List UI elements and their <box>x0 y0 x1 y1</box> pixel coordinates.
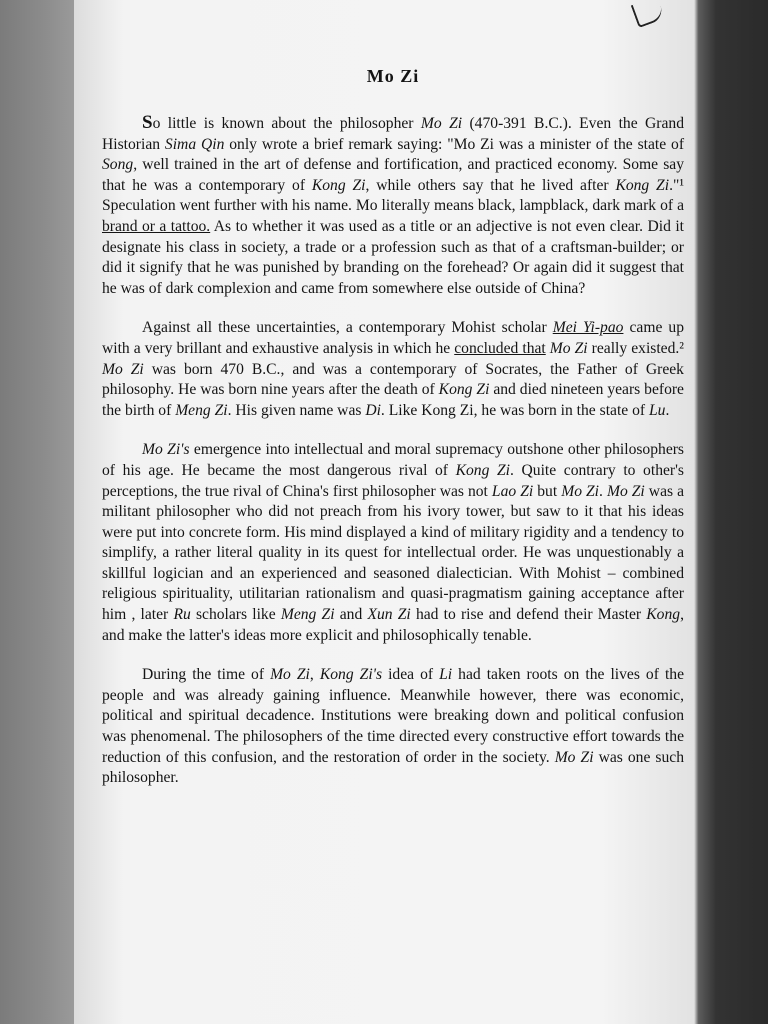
italic-term: Kong Zi <box>455 461 511 479</box>
italic-term: Xun Zi <box>367 606 411 624</box>
italic-term: Lao Zi <box>491 482 534 500</box>
italic-term: Di <box>365 401 381 419</box>
italic-term: Kong <box>646 606 681 624</box>
italic-term: Mo Zi <box>561 482 600 500</box>
book-left-margin <box>0 0 74 1024</box>
italic-term: Kong Zi <box>311 176 366 194</box>
italic-term: Kong Zi <box>615 176 670 194</box>
italic-term: Ru <box>173 606 191 624</box>
italic-term: Sima Qin <box>164 135 225 153</box>
italic-term: Lu <box>649 401 666 419</box>
paragraph-3: Mo Zi's emergence into intellectual and moral supremacy outshone other philosophers of his age. He became the most dangerous rival of Kong Zi. Quite contrary to other's perceptions, the true rival of China's first philosopher was not Lao Zi but Mo Zi. Mo Zi was a militant philosopher who did not preach from his ivory tower, but saw to it that his ideas were put into concrete form. His mind displayed a kind of military rigidity and a tendency to simplify, a rather literal quality in its quest for intellectual order. He was unquestionably a skillful logician and an experienced and seasoned dialectician. With Mohist – combined religious spirituality, utilitarian rationalism and quasi-pragmatism gaining acceptance after him , later Ru scholars like Meng Zi and Xun Zi had to rise and defend their Master Kong, and make the latter's ideas more explicit and philosophically tenable. <box>102 441 685 644</box>
italic-term: Meng Zi <box>175 401 228 419</box>
chapter-title: Mo Zi <box>366 66 420 86</box>
underlined-text: concluded that <box>454 339 546 357</box>
paragraph-2: Against all these uncertainties, a contemporary Mohist scholar Mei Yi-pao came up with a very brillant and exhaustive analysis in which he concluded that Mo Zi really existed.² Mo Zi was born 470 B.C., and was a contemporary of Socrates, the Father of Greek philosophy. He was born nine years after the death of Kong Zi and died nineteen years before the birth of Meng Zi. His given name was Di. Like Kong Zi, he was born in the state of Lu. <box>102 319 684 419</box>
italic-term: Li <box>439 666 453 684</box>
italic-term: Mo Zi <box>606 482 645 500</box>
italic-term: Song <box>102 156 134 174</box>
italic-term: Mo Zi's <box>142 441 190 459</box>
paragraph-4: During the time of Mo Zi, Kong Zi's idea of Li had taken roots on the lives of the people and was already gaining influence. Meanwhile however, there was economic, political and spiritual decadence. Institutions were breaking down and political confusion was phenomenal. The philosophers of the time directed every constructive effort towards the reduction of this confusion, and the restoration of order in the society. Mo Zi was one such philosopher. <box>102 666 685 787</box>
book-right-edge <box>694 0 768 1024</box>
book-page <box>74 0 694 1024</box>
paragraph-1: So little is known about the philosopher Mo Zi (470-391 B.C.). Even the Grand Historian Sima Qin only wrote a brief remark saying: "Mo Zi was a minister of the state of Song, well trained in the art of defense and fortification, and practiced economy. Some say that he was a contemporary of Kong Zi, while others say that he lived after Kong Zi."¹ Speculation went further with his name. Mo literally means black, lampblack, dark mark of a brand or a tattoo. As to whether it was used as a title or an adjective is not even clear. Did it designate his class in society, a trade or a profession such as that of a craftsman-builder; or did it signify that he was punished by branding on the forehead? Or again did it suggest that he was of dark complexion and came from somewhere else outside of China? <box>102 112 685 297</box>
italic-term: Mo Zi <box>549 339 588 357</box>
italic-term: Mo Zi <box>102 360 144 378</box>
italic-term: Mo Zi <box>270 666 310 684</box>
underlined-text: brand or a tattoo. <box>102 217 211 235</box>
italic-term: Mo Zi <box>420 115 463 132</box>
body-text <box>102 113 684 789</box>
italic-term: Meng Zi <box>280 606 335 624</box>
italic-term: Mei Yi-pao <box>552 319 624 337</box>
italic-term: Kong Zi's <box>319 666 383 684</box>
italic-term: Kong Zi <box>438 381 490 399</box>
italic-term: Mo Zi <box>554 748 594 766</box>
pen-mark-icon <box>631 0 666 28</box>
